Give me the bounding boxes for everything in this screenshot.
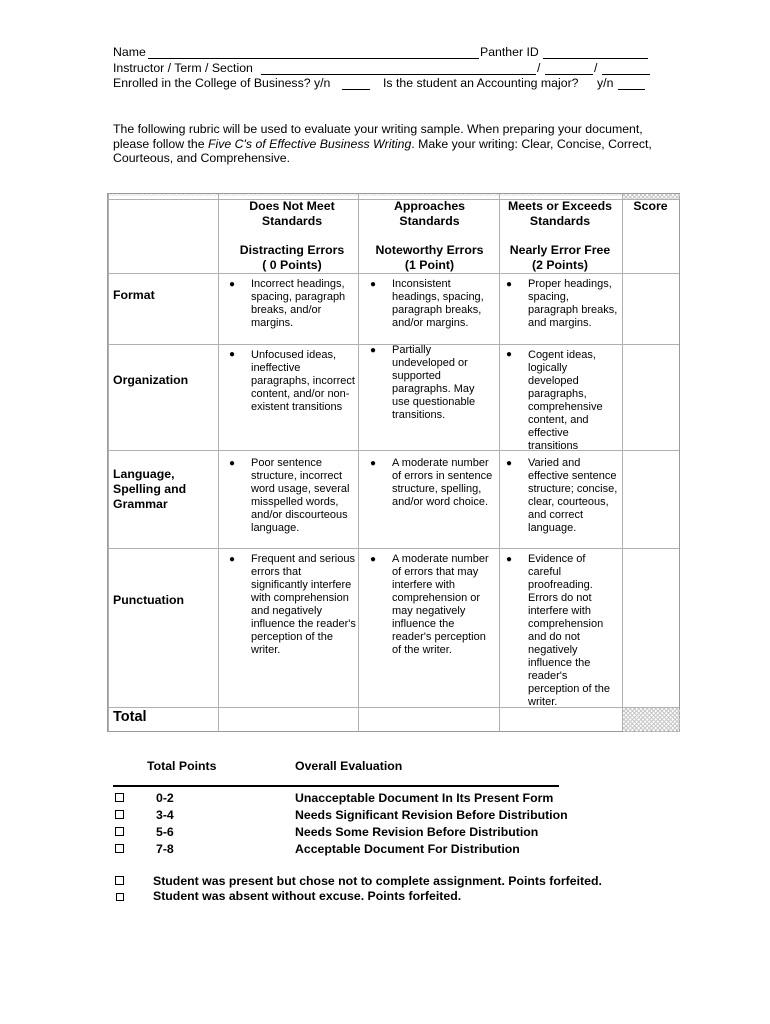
cell-organization-0: Unfocused ideas, ineffective paragraphs, incorrect content, and/or non-existent transitions [251,349,355,413]
eval-text-7-8: Acceptable Document For Distribution [295,842,520,856]
panther-id-field[interactable] [543,58,648,59]
col-title-line1: Does Not Meet [249,199,335,213]
bullet-icon: ● [370,554,377,565]
col-title-line1: Meets or Exceeds [508,199,612,213]
row-label-format: Format [113,288,155,302]
eval-text-5-6: Needs Some Revision Before Distribution [295,825,539,839]
bullet-icon: ● [506,349,513,360]
term-field[interactable] [545,74,593,75]
row-label-organization: Organization [113,373,189,387]
col-sub-line1: Nearly Error Free [509,243,611,257]
col-title-line1: Approaches [393,199,466,213]
major-label: Is the student an Accounting major? [383,76,579,90]
header-hatch [108,194,623,196]
intro-text-2: . Make your writing: Clear, Concise, Correct, Courteous, and Comprehensive. [113,136,652,165]
overall-evaluation-header: Overall Evaluation [295,759,403,773]
col-title-line2: Standards [261,213,323,228]
slash-2: / [594,61,598,75]
cell-punctuation-1: A moderate number of errors that may interfere with comprehension or may negatively influence the reader's perception of the writer. [392,553,489,656]
eval-text-0-2: Unacceptable Document In Its Present Form [295,791,554,805]
cell-punctuation-2: Evidence of careful proofreading. Errors do not interfere with comprehension and do not negatively influence the reader's perception of the writer. [528,553,610,708]
bullet-icon: ● [370,458,377,469]
section-field[interactable] [602,74,650,75]
row-label-language: Language, Spelling and Grammar [113,467,187,511]
cell-language-1: A moderate number of errors in sentence structure, spelling, and/or word choice. [392,457,493,508]
cell-punctuation-0: Frequent and serious errors that significantly interfere with comprehension and negatively influence the reader's perception of the writer. [251,553,356,656]
bullet-icon: ● [370,279,377,290]
cell-language-0: Poor sentence structure, incorrect word usage, several misspelled words, and/or discourteous language. [251,457,350,534]
bullet-icon: ● [506,458,513,469]
intro-paragraph [113,122,673,166]
col-sub-line1: Distracting Errors [239,243,345,257]
bullet-icon: ● [229,279,236,290]
cell-format-2: Proper headings, spacing, paragraph breaks, and margins. [528,278,618,329]
range-3-4: 3-4 [156,808,174,822]
enrolled-field[interactable] [342,89,370,90]
bullet-icon: ● [229,349,236,360]
col-approaches [357,199,502,272]
bullet-icon: ● [229,458,236,469]
range-5-6: 5-6 [156,825,174,839]
col-sub-line2: ( 0 Points) [262,257,322,272]
checkbox-0-2[interactable] [115,793,124,802]
col-meets-exceeds [498,199,622,272]
name-field[interactable] [148,58,479,59]
range-0-2: 0-2 [156,791,174,805]
intro-italic: Five C's of Effective Business Writing [208,136,412,151]
col-score: Score [633,199,668,213]
eval-text-3-4: Needs Significant Revision Before Distribution [295,808,568,822]
intro-text-1: The following rubric will be used to evaluate your writing sample. When preparing your document, please follow the [113,122,643,151]
checkbox-5-6[interactable] [115,827,124,836]
bullet-icon: ● [506,554,513,565]
cell-format-0: Incorrect headings, spacing, paragraph breaks, and/or margins. [251,278,346,329]
name-label: Name [113,45,146,59]
cell-language-2: Varied and effective sentence structure; concise, clear, courteous, and correct language. [528,457,618,534]
evaluation-rule [113,785,559,787]
checkbox-3-4[interactable] [115,810,124,819]
total-points-header: Total Points [147,759,217,773]
slash-1: / [537,61,541,75]
col-sub-line2: (2 Points) [531,257,589,272]
instructor-label: Instructor / Term / Section [113,61,253,75]
col-does-not-meet [217,199,367,272]
hline-4 [108,548,679,549]
total-label: Total [113,709,147,725]
col-sub-line2: (1 Point) [404,257,455,272]
row-label-punctuation: Punctuation [113,593,185,607]
col-sub-line1: Noteworthy Errors [375,243,484,257]
instructor-field[interactable] [261,74,536,75]
checkbox-absent-forfeit[interactable] [116,893,124,901]
cell-organization-2: Cogent ideas, logically developed paragraphs, comprehensive content, and effective transitions [528,349,603,452]
checkbox-present-forfeit[interactable] [115,876,124,885]
vline-1 [218,194,219,731]
panther-id-label: Panther ID [480,45,539,59]
total-score-hatch [623,708,680,732]
bullet-icon: ● [229,554,236,565]
note-absent-forfeit: Student was absent without excuse. Points forfeited. [153,889,462,903]
bullet-icon: ● [506,279,513,290]
vline-4 [622,194,623,731]
cell-format-1: Inconsistent headings, spacing, paragraph breaks, and/or margins. [392,278,484,329]
cell-organization-1: Partially undeveloped or supported paragraphs. May use questionable transitions. [392,344,476,421]
range-7-8: 7-8 [156,842,174,856]
bullet-icon: ● [370,345,377,356]
col-title-line2: Standards [529,213,591,228]
vline-3 [499,194,500,731]
col-title-line2: Standards [399,213,460,228]
checkbox-7-8[interactable] [115,844,124,853]
hline-1 [108,273,679,274]
vline-0 [108,194,109,731]
note-present-forfeit: Student was present but chose not to complete assignment. Points forfeited. [153,874,602,888]
enrolled-label: Enrolled in the College of Business? y/n [113,76,331,90]
major-field[interactable] [618,89,645,90]
major-yn-label: y/n [597,76,614,90]
